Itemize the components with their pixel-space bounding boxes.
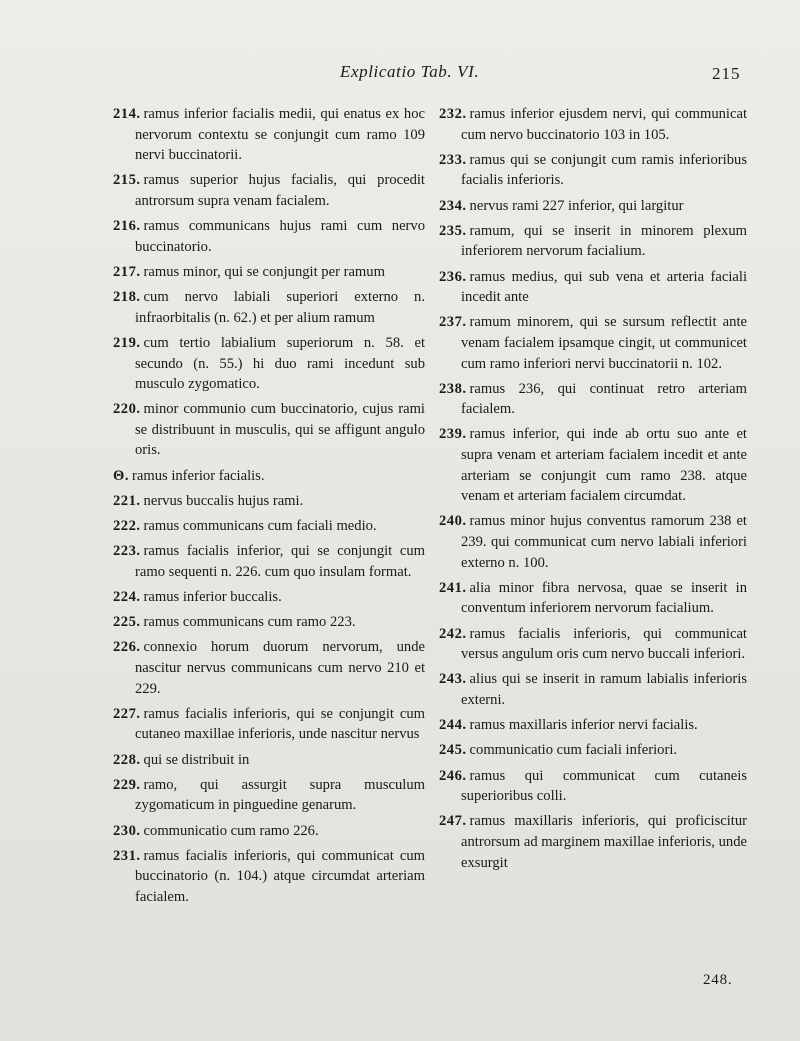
entry-number: 233. xyxy=(439,151,467,168)
entry-number: 230. xyxy=(113,822,141,839)
entry-number: 236. xyxy=(439,268,467,285)
catchword: 248. xyxy=(703,972,733,988)
entry-number: 215. xyxy=(113,172,141,189)
entry-number: 241. xyxy=(439,579,467,596)
entry-text: ramus inferior ejusdem nervi, qui communicat cum nervo buccinatorio 103 in 105. xyxy=(461,106,747,143)
entry-text: ramus facialis inferioris, qui communicat versus angulum oris cum nervo buccali inferiori. xyxy=(461,625,747,663)
entry-item xyxy=(113,216,425,257)
entry-number: 220. xyxy=(113,401,141,418)
entry-number: 217. xyxy=(113,263,141,280)
entry-number: 231. xyxy=(113,847,141,864)
entry-number: 242. xyxy=(439,625,467,642)
entry-number: 239. xyxy=(439,426,467,443)
entry-text: ramus inferior facialis. xyxy=(132,467,265,484)
entry-item xyxy=(113,333,425,395)
page-title: Explicatio Tab. VI. xyxy=(340,62,480,81)
entry-number: 235. xyxy=(439,222,467,239)
entry-item xyxy=(439,740,747,761)
entry-item xyxy=(113,541,425,582)
entry-text: ramus minor hujus conventus ramorum 238 et 239. qui communicat cum nervo labiali inferiori externo n. 100. xyxy=(461,513,747,571)
entry-text: ramus maxillaris inferioris, qui proficiscitur antrorsum ad marginem maxillae inferioris, unde exsurgit xyxy=(461,813,747,871)
entry-item xyxy=(439,104,747,145)
entry-item xyxy=(439,312,747,374)
entry-item xyxy=(439,150,747,191)
entry-number: 227. xyxy=(113,705,141,722)
entry-text: cum nervo labiali superiori externo n. infraorbitalis (n. 62.) et per alium ramum xyxy=(135,289,425,326)
entry-text: ramus inferior, qui inde ab ortu suo ante et supra venam et arteriam facialem incedit et ante arteriam se conjungit cum ramo 238. atque venam et arteriam facialem circumdat. xyxy=(461,426,747,505)
entry-text: nervus rami 227 inferior, qui largitur xyxy=(469,197,684,214)
entry-item xyxy=(113,399,425,461)
entry-item xyxy=(113,612,425,633)
entry-text: ramo, qui assurgit supra musculum zygomaticum in pinguedine genarum. xyxy=(135,776,425,814)
entry-text: ramus 236, qui continuat retro arteriam facialem. xyxy=(461,380,747,418)
entry-text: ramus inferior buccalis. xyxy=(143,589,282,605)
entry-item xyxy=(113,516,425,537)
entry-item xyxy=(113,491,425,512)
entry-number: 229. xyxy=(113,776,141,793)
entry-text: ramus minor, qui se conjungit per ramum xyxy=(143,263,385,280)
running-head xyxy=(0,62,800,88)
entry-text: ramus facialis inferior, qui se conjungit cum ramo sequenti n. 226. cum quo insulam format. xyxy=(135,543,425,580)
entry-text: connexio horum duorum nervorum, unde nascitur nervus communicans cum nervo 210 et 229. xyxy=(135,639,425,697)
entry-item xyxy=(439,267,747,308)
entry-text: ramus qui communicat cum cutaneis superioribus colli. xyxy=(461,767,747,805)
entry-text: ramus qui se conjungit cum ramis inferioribus facialis inferioris. xyxy=(461,151,747,189)
entry-item xyxy=(439,424,747,506)
entry-item xyxy=(439,578,747,619)
entry-number: 245. xyxy=(439,742,467,759)
entry-item xyxy=(113,170,425,211)
entry-number: 226. xyxy=(113,639,141,656)
entry-number: 222. xyxy=(113,518,141,535)
entry-item xyxy=(113,104,425,166)
entry-text: ramus communicans cum faciali medio. xyxy=(143,518,377,535)
entry-number: 240. xyxy=(439,513,467,530)
entry-item xyxy=(439,379,747,420)
entry-text: alius qui se inserit in ramum labialis inferioris externi. xyxy=(461,671,747,708)
entry-number: 223. xyxy=(113,543,141,560)
entry-text: ramus communicans cum ramo 223. xyxy=(143,614,356,631)
entry-number: 247. xyxy=(439,813,467,830)
entry-text: communicatio cum ramo 226. xyxy=(143,822,319,839)
entry-item xyxy=(439,624,747,665)
entry-number: 232. xyxy=(439,106,467,122)
entry-item xyxy=(113,587,425,608)
entry-item xyxy=(439,669,747,710)
entry-item xyxy=(113,287,425,328)
entry-number: 219. xyxy=(113,334,141,351)
entry-text: cum tertio labialium superiorum n. 58. et secundo (n. 55.) hi duo rami incedunt sub musculo zygomatico. xyxy=(135,334,425,393)
entry-text: ramus maxillaris inferior nervi facialis. xyxy=(469,717,698,734)
entry-item xyxy=(113,637,425,699)
entry-item xyxy=(439,766,747,807)
entry-number: 238. xyxy=(439,380,467,397)
entry-item xyxy=(113,262,425,283)
entry-item xyxy=(439,811,747,873)
right-column xyxy=(439,104,747,878)
entry-number: 234. xyxy=(439,197,467,214)
entry-item xyxy=(439,221,747,262)
entry-text: ramum minorem, qui se sursum reflectit ante venam facialem ipsamque cingit, ut communicet cum ramo inferiori nervi buccinatorii n. 102. xyxy=(461,314,747,372)
entry-text: ramus communicans hujus rami cum nervo buccinatorio. xyxy=(135,218,425,255)
entry-item xyxy=(113,466,425,487)
entry-number: 214. xyxy=(113,106,141,122)
page-number: 215 xyxy=(712,64,741,83)
entry-item xyxy=(113,846,425,908)
entry-item xyxy=(113,704,425,745)
entry-item xyxy=(113,775,425,816)
entry-number: 216. xyxy=(113,218,141,235)
entry-text: nervus buccalis hujus rami. xyxy=(143,492,304,509)
entry-item xyxy=(113,750,425,771)
entry-number: 237. xyxy=(439,314,467,331)
entry-number: 243. xyxy=(439,671,467,688)
entry-number: 224. xyxy=(113,589,141,605)
entry-number: Θ. xyxy=(113,467,129,484)
entry-text: communicatio cum faciali inferiori. xyxy=(469,742,678,759)
entry-number: 246. xyxy=(439,767,467,784)
entry-text: ramum, qui se inserit in minorem plexum inferiorem nervorum facialium. xyxy=(461,222,747,260)
entry-number: 225. xyxy=(113,614,141,631)
entry-number: 228. xyxy=(113,751,141,768)
entry-item xyxy=(439,715,747,736)
entry-text: minor communio cum buccinatorio, cujus rami se distribuunt in musculis, qui se affigunt angulo oris. xyxy=(135,401,425,459)
left-column xyxy=(113,104,425,912)
entry-text: ramus facialis inferioris, qui se conjungit cum cutaneo maxillae inferioris, unde nascitur nervus xyxy=(135,705,425,743)
entry-number: 218. xyxy=(113,289,141,306)
entry-text: ramus facialis inferioris, qui communicat cum buccinatorio (n. 104.) atque circumdat arteriam facialem. xyxy=(135,847,425,905)
entry-text: alia minor fibra nervosa, quae se inserit in conventum inferiorem nervorum facialium. xyxy=(461,579,747,617)
entry-text: ramus inferior facialis medii, qui enatus ex hoc nervorum contextu se conjungit cum ramo 109 nervi buccinatorii. xyxy=(135,106,425,164)
entry-item xyxy=(439,511,747,573)
entry-item xyxy=(113,821,425,842)
entry-text: ramus superior hujus facialis, qui procedit antrorsum supra venam facialem. xyxy=(135,172,425,209)
entry-number: 221. xyxy=(113,492,141,509)
entry-item xyxy=(439,196,747,217)
entry-number: 244. xyxy=(439,717,467,734)
entry-text: ramus medius, qui sub vena et arteria faciali incedit ante xyxy=(461,268,747,306)
entry-text: qui se distribuit in xyxy=(143,751,250,768)
